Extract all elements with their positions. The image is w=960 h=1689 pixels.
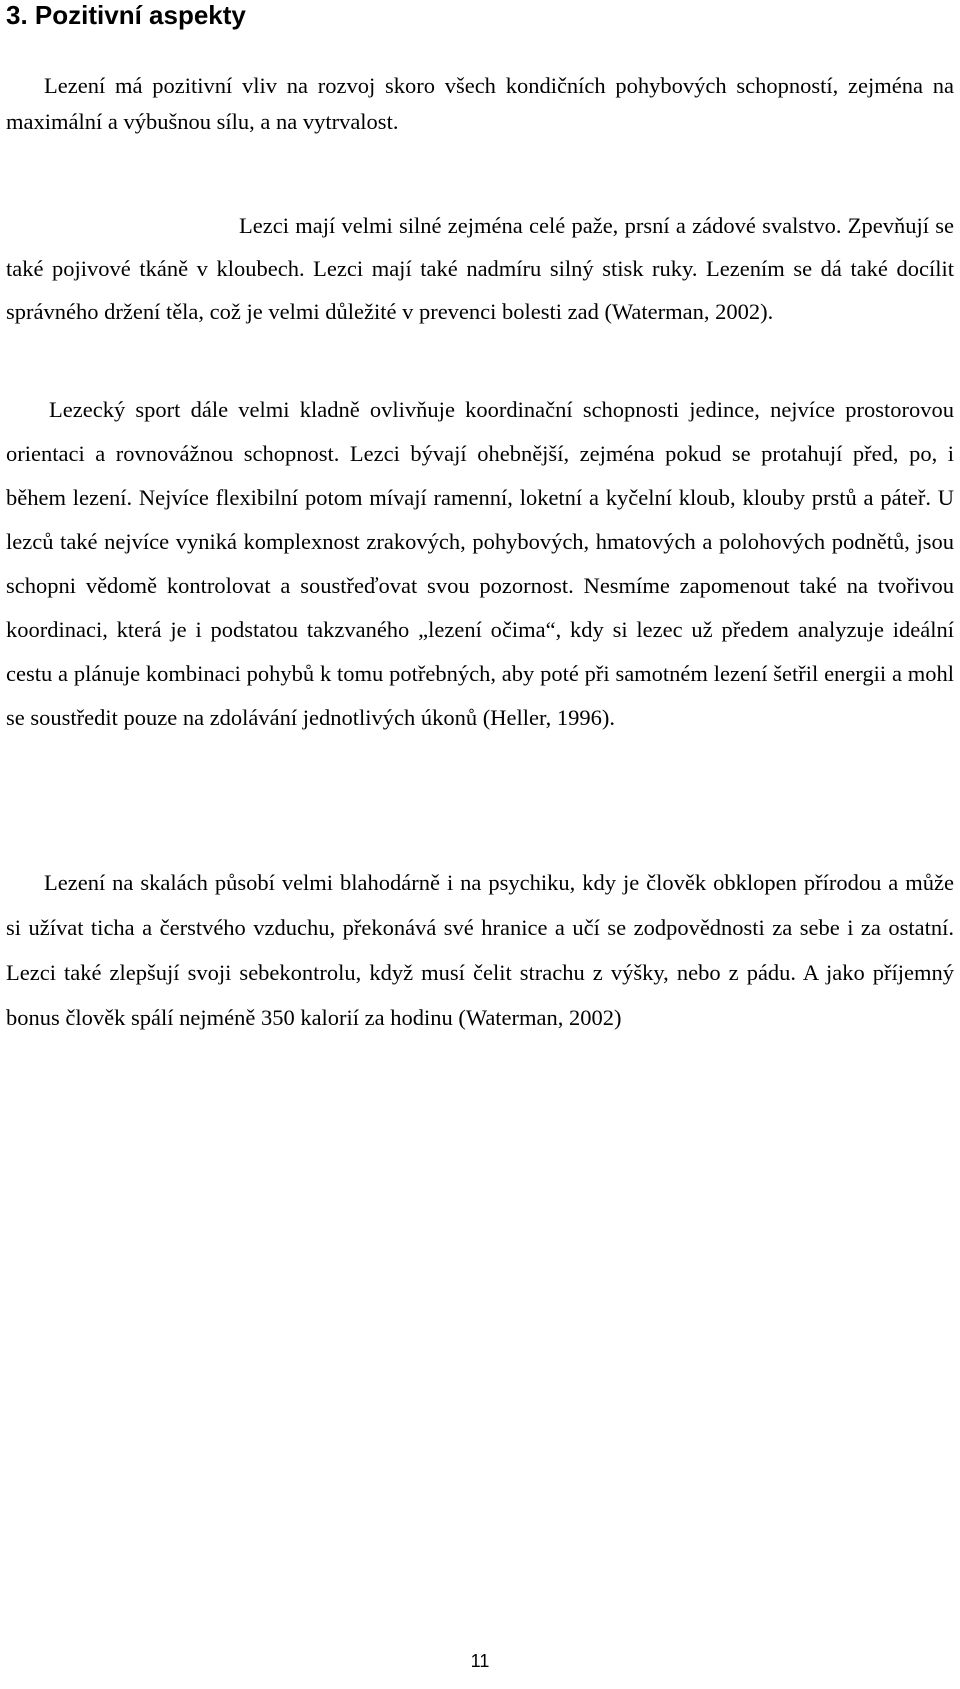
- paragraph-2: Lezci mají velmi silné zejména celé paže, prsní a zádové svalstvo. Zpevňují se také pojivové tkáně v kloubech. Lezci mají také nadmíru silný stisk ruky. Lezením se dá také docílit správného držení těla, což je velmi důležité v prevenci bolesti zad (Waterman, 2002).: [6, 213, 954, 324]
- paragraph-3: Lezecký sport dále velmi kladně ovlivňuje koordinační schopnosti jedince, nejvíce prostorovou orientaci a rovnovážnou schopnost. Lezci bývají ohebnější, zejména pokud se protahují před, po, i během lezení. Nejvíce flexibilní potom mívají ramenní, loketní a kyčelní kloub, klouby prstů a páteř. U lezců také nejvíce vyniká komplexnost zrakových, pohybových, hmatových a polohových podnětů, jsou schopni vědomě kontrolovat a soustřeďovat svou pozornost. Nesmíme zapomenout také na tvořivou koordinaci, která je i podstatou takzvaného „lezení očima“, kdy si lezec už předem analyzuje ideální cestu a plánuje kombinaci pohybů k tomu potřebných, aby poté při samotném lezení šetřil energii a mohl se soustředit pouze na zdolávání jednotlivých úkonů (Heller, 1996).: [6, 397, 954, 730]
- paragraph-4: Lezení na skalách působí velmi blahodárně i na psychiku, kdy je člověk obklopen přírodou a může si užívat ticha a čerstvého vzduchu, překonává své hranice a učí se zodpovědnosti za sebe i za ostatní. Lezci také zlepšují svoji sebekontrolu, když musí čelit strachu z výšky, nebo z pádu. A jako příjemný bonus člověk spálí nejméně 350 kalorií za hodinu (Waterman, 2002): [6, 870, 954, 1030]
- paragraph-1: Lezení má pozitivní vliv na rozvoj skoro všech kondičních pohybových schopností, zejména na maximální a výbušnou sílu, a na vytrvalost.: [6, 73, 954, 134]
- page-number: 11: [470, 1651, 490, 1671]
- section-heading: 3. Pozitivní aspekty: [6, 0, 246, 30]
